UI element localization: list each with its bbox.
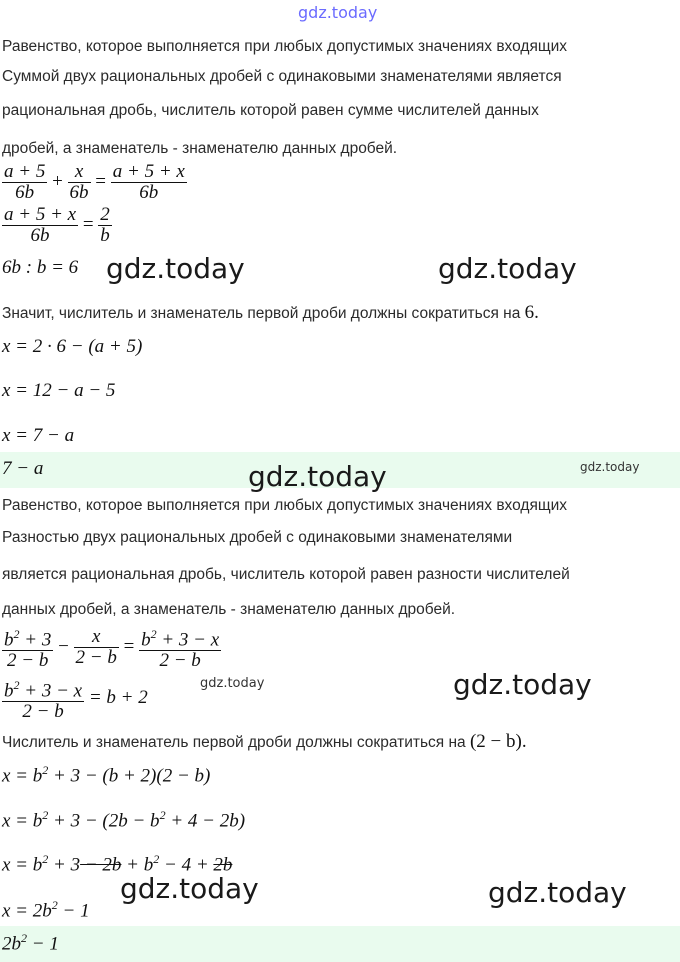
part2-identity-equation [2, 675, 148, 722]
part1-division: 6b : b = 6 [2, 257, 79, 278]
watermark: gdz.today [438, 252, 577, 285]
part2-step-4: $x = 2b^2 - 1$ [2, 898, 90, 922]
numerator: a + 5 + x [112, 161, 185, 182]
denominator: 2 − b [75, 647, 117, 669]
part2-text-line-4: данных дробей, а знаменатель - знаменателю данных дробей. [2, 601, 456, 618]
denominator: 6b [69, 182, 89, 203]
numerator: $b^2 + 3$ [2, 624, 53, 651]
part1-step-2: x = 12 − a − 5 [2, 380, 116, 401]
denominator: 6b [30, 225, 50, 246]
numerator: 2 [100, 204, 110, 225]
rhs: = b + 2 [88, 687, 148, 709]
watermark: gdz.today [106, 252, 245, 285]
numerator: a + 5 + x [4, 204, 77, 225]
denominator: b [100, 225, 110, 246]
denominator: 2 − b [7, 650, 49, 672]
part2-text-line-1: Равенство, которое выполняется при любых допустимых значениях входящих [2, 497, 568, 514]
note-text: Значит, числитель и знаменатель первой дроби должны сократиться на [2, 305, 521, 322]
fraction [2, 675, 84, 722]
numerator: $b^2 + 3 - x$ [2, 675, 84, 702]
part2-difference-equation: $\frac{b^2 + 3}{2 - b}$ − $\frac{x}{2 - b}$ = $\frac{b^2 + 3 - x}{2 - b}$ [2, 624, 221, 671]
part2-text-line-3: является рациональная дробь, числитель которой равен разности числителей [2, 566, 570, 583]
denominator: 2 − b [159, 650, 201, 672]
watermark: gdz.today [200, 676, 265, 691]
note-value: 6. [524, 302, 539, 323]
part1-sum-equation: $\frac{a + 5}{6b}$ + $\frac{x}{6b}$ = $\frac{a + 5 + x}{6b}$ [4, 161, 185, 203]
part2-step-2: $x = b^2 + 3 - (2b - b^2 + 4 - 2b)$ [2, 808, 246, 832]
part1-step-1: x = 2 · 6 − (a + 5) [2, 336, 143, 357]
fraction [111, 162, 187, 203]
part1-answer: 7 − a [2, 458, 44, 479]
fraction [2, 205, 78, 246]
cancelled-term: 2b [213, 854, 233, 876]
watermark: gdz.today [580, 460, 640, 474]
part2-step-1: $x = b^2 + 3 - (b + 2)(2 - b)$ [2, 763, 211, 787]
watermark: gdz.today [488, 876, 627, 909]
numerator: a + 5 [4, 161, 46, 182]
part2-step-3: $x = b^2 + 3 - 2b + b^2 - 4 + 2b$ [2, 852, 233, 876]
numerator: x [68, 162, 91, 183]
part1-text-line-1: Равенство, которое выполняется при любых допустимых значениях входящих [2, 38, 568, 55]
denominator: 2 − b [22, 701, 64, 723]
part2-text-line-2: Разностью двух рациональных дробей с одинаковыми знаменателями [2, 529, 513, 546]
note-value: (2 − b). [469, 731, 527, 752]
part1-text-line-4: дробей, а знаменатель - знаменателю данных дробей. [2, 140, 398, 157]
fraction [2, 624, 53, 671]
part1-step-3: x = 7 − a [2, 425, 75, 446]
denominator: 6b [139, 182, 159, 203]
fraction [68, 162, 91, 203]
part2-answer: $2b^2 - 1$ [2, 931, 59, 955]
watermark: gdz.today [248, 460, 387, 493]
denominator: 6b [15, 182, 35, 203]
numerator: x [74, 627, 119, 648]
numerator: $b^2 + 3 - x$ [139, 624, 221, 651]
watermark: gdz.today [120, 872, 259, 905]
part1-text-line-2: Суммой двух рациональных дробей с одинаковыми знаменателями является [2, 68, 562, 85]
watermark: gdz.today [453, 668, 592, 701]
watermark-top: gdz.today [298, 3, 378, 22]
note-text: Числитель и знаменатель первой дроби должны сократиться на [2, 734, 466, 751]
fraction [2, 162, 47, 203]
part1-text-line-3: рациональная дробь, числитель которой равен сумме числителей данных [2, 102, 539, 119]
fraction [74, 627, 119, 668]
part1-note [2, 302, 539, 324]
part1-identity-equation: $\frac{a + 5 + x}{6b}$ = $\frac{2}{b}$ [4, 204, 110, 246]
part2-note [2, 731, 527, 753]
cancelled-term: − 2b [80, 854, 122, 876]
part2-answer-box [0, 926, 680, 962]
fraction [98, 205, 112, 246]
fraction [139, 624, 221, 671]
